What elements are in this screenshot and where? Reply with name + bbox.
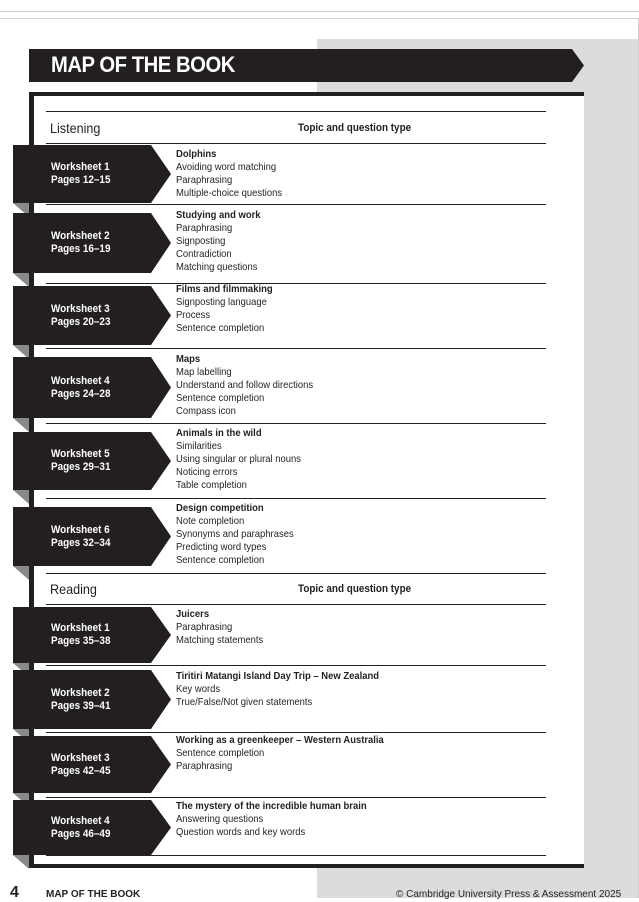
question-type: Table completion bbox=[176, 479, 247, 491]
topic-title: Working as a greenkeeper – Western Australia bbox=[176, 734, 384, 746]
worksheet-pages: Pages 32–34 bbox=[51, 536, 111, 549]
rule bbox=[46, 283, 546, 284]
worksheet-number: Worksheet 5 bbox=[51, 448, 110, 460]
rule bbox=[46, 797, 546, 798]
topic-block bbox=[176, 209, 261, 274]
question-type: Map labelling bbox=[176, 366, 232, 378]
question-type: Matching statements bbox=[176, 634, 264, 646]
topic-block bbox=[176, 734, 384, 773]
listening-worksheet-tab bbox=[13, 357, 171, 418]
worksheet-label bbox=[51, 230, 110, 256]
topic-title: Animals in the wild bbox=[176, 427, 262, 439]
question-type: Compass icon bbox=[176, 405, 236, 417]
question-type: Multiple-choice questions bbox=[176, 187, 283, 199]
reading-worksheet-tab bbox=[13, 800, 171, 855]
worksheet-label bbox=[51, 303, 110, 329]
topic-block bbox=[176, 670, 379, 709]
question-type: Sentence completion bbox=[176, 322, 265, 334]
question-type: Sentence completion bbox=[176, 554, 265, 566]
worksheet-pages: Pages 24–28 bbox=[51, 387, 111, 400]
topic-title: Maps bbox=[176, 353, 201, 365]
title-banner bbox=[29, 49, 584, 82]
topic-block bbox=[176, 148, 282, 200]
worksheet-number: Worksheet 4 bbox=[51, 814, 110, 827]
worksheet-label bbox=[51, 815, 110, 841]
worksheet-pages: Pages 35–38 bbox=[51, 635, 111, 647]
reading-worksheet-tab bbox=[13, 670, 171, 729]
question-type: Matching questions bbox=[176, 261, 258, 273]
listening-column-heading: Topic and question type bbox=[298, 122, 412, 134]
page-number: 4 bbox=[10, 884, 19, 901]
worksheet-number: Worksheet 4 bbox=[51, 374, 110, 387]
question-type: Avoiding word matching bbox=[176, 161, 277, 173]
topic-title: Studying and work bbox=[176, 209, 261, 221]
footer-section: MAP OF THE BOOK bbox=[46, 889, 141, 900]
rule bbox=[46, 855, 546, 856]
topic-block bbox=[176, 800, 367, 839]
listening-worksheet-tab bbox=[13, 286, 171, 345]
rule bbox=[46, 665, 546, 666]
reading-heading: Reading bbox=[50, 581, 97, 597]
question-type: Synonyms and paraphrases bbox=[176, 528, 294, 540]
question-type: Predicting word types bbox=[176, 541, 267, 553]
topic-title: Dolphins bbox=[176, 148, 217, 160]
listening-worksheet-tab bbox=[13, 507, 171, 566]
worksheet-pages: Pages 12–15 bbox=[51, 174, 111, 186]
topic-title: Films and filmmaking bbox=[176, 283, 273, 295]
question-type: Paraphrasing bbox=[176, 174, 233, 186]
listening-heading: Listening bbox=[50, 120, 101, 136]
worksheet-number: Worksheet 2 bbox=[51, 686, 110, 699]
worksheet-pages: Pages 46–49 bbox=[51, 827, 111, 840]
topic-title: Juicers bbox=[176, 608, 210, 620]
question-type: Signposting bbox=[176, 235, 226, 247]
topic-title: Tiritiri Matangi Island Day Trip – New Zealand bbox=[176, 670, 380, 682]
question-type: Signposting language bbox=[176, 296, 267, 308]
reading-worksheet-tab bbox=[13, 607, 171, 663]
topic-title: Design competition bbox=[176, 502, 264, 514]
question-type: Paraphrasing bbox=[176, 222, 233, 234]
worksheet-label bbox=[51, 752, 110, 778]
question-type: Key words bbox=[176, 683, 221, 695]
worksheet-pages: Pages 16–19 bbox=[51, 243, 111, 255]
topic-block bbox=[176, 502, 294, 567]
question-type: Answering questions bbox=[176, 813, 264, 825]
topic-block bbox=[176, 427, 301, 492]
footer-copyright: © Cambridge University Press & Assessment 2025 bbox=[396, 889, 622, 900]
worksheet-pages: Pages 20–23 bbox=[51, 315, 111, 328]
question-type: Paraphrasing bbox=[176, 621, 233, 633]
topic-block bbox=[176, 283, 273, 335]
divider bbox=[0, 18, 639, 19]
reading-worksheet-tab bbox=[13, 736, 171, 793]
question-type: Using singular or plural nouns bbox=[176, 453, 302, 465]
worksheet-label bbox=[51, 687, 110, 713]
worksheet-label bbox=[51, 622, 110, 648]
worksheet-number: Worksheet 2 bbox=[51, 230, 110, 242]
rule bbox=[46, 498, 546, 499]
page-title: MAP OF THE BOOK bbox=[51, 52, 235, 77]
question-type: Sentence completion bbox=[176, 747, 265, 759]
question-type: Question words and key words bbox=[176, 826, 306, 838]
question-type: Sentence completion bbox=[176, 392, 265, 404]
rule bbox=[46, 573, 546, 574]
rule bbox=[46, 732, 546, 733]
worksheet-number: Worksheet 3 bbox=[51, 302, 110, 315]
worksheet-label bbox=[51, 524, 110, 550]
reading-column-heading: Topic and question type bbox=[298, 583, 412, 595]
rule bbox=[46, 143, 546, 144]
worksheet-pages: Pages 39–41 bbox=[51, 699, 111, 712]
topic-title: The mystery of the incredible human brain bbox=[176, 800, 367, 812]
worksheet-pages: Pages 42–45 bbox=[51, 764, 111, 777]
rule bbox=[46, 604, 546, 605]
listening-worksheet-tab bbox=[13, 213, 171, 273]
rule bbox=[46, 423, 546, 424]
rule bbox=[46, 111, 546, 112]
worksheet-number: Worksheet 1 bbox=[51, 161, 110, 173]
question-type: Understand and follow directions bbox=[176, 379, 314, 391]
topic-block bbox=[176, 608, 263, 647]
worksheet-number: Worksheet 3 bbox=[51, 751, 110, 764]
worksheet-label bbox=[51, 375, 110, 401]
worksheet-number: Worksheet 6 bbox=[51, 523, 110, 536]
question-type: Note completion bbox=[176, 515, 245, 527]
viewer-toolbar bbox=[0, 0, 639, 12]
question-type: Process bbox=[176, 309, 211, 321]
question-type: True/False/Not given statements bbox=[176, 696, 313, 708]
listening-worksheet-tab bbox=[13, 432, 171, 490]
worksheet-label bbox=[51, 448, 110, 474]
worksheet-pages: Pages 29–31 bbox=[51, 461, 111, 473]
question-type: Noticing errors bbox=[176, 466, 238, 478]
listening-worksheet-tab bbox=[13, 145, 171, 203]
worksheet-number: Worksheet 1 bbox=[51, 622, 110, 634]
worksheet-label bbox=[51, 161, 110, 187]
rule bbox=[46, 348, 546, 349]
question-type: Paraphrasing bbox=[176, 760, 233, 772]
question-type: Contradiction bbox=[176, 248, 232, 260]
topic-block bbox=[176, 353, 313, 418]
question-type: Similarities bbox=[176, 440, 222, 452]
rule bbox=[46, 204, 546, 205]
